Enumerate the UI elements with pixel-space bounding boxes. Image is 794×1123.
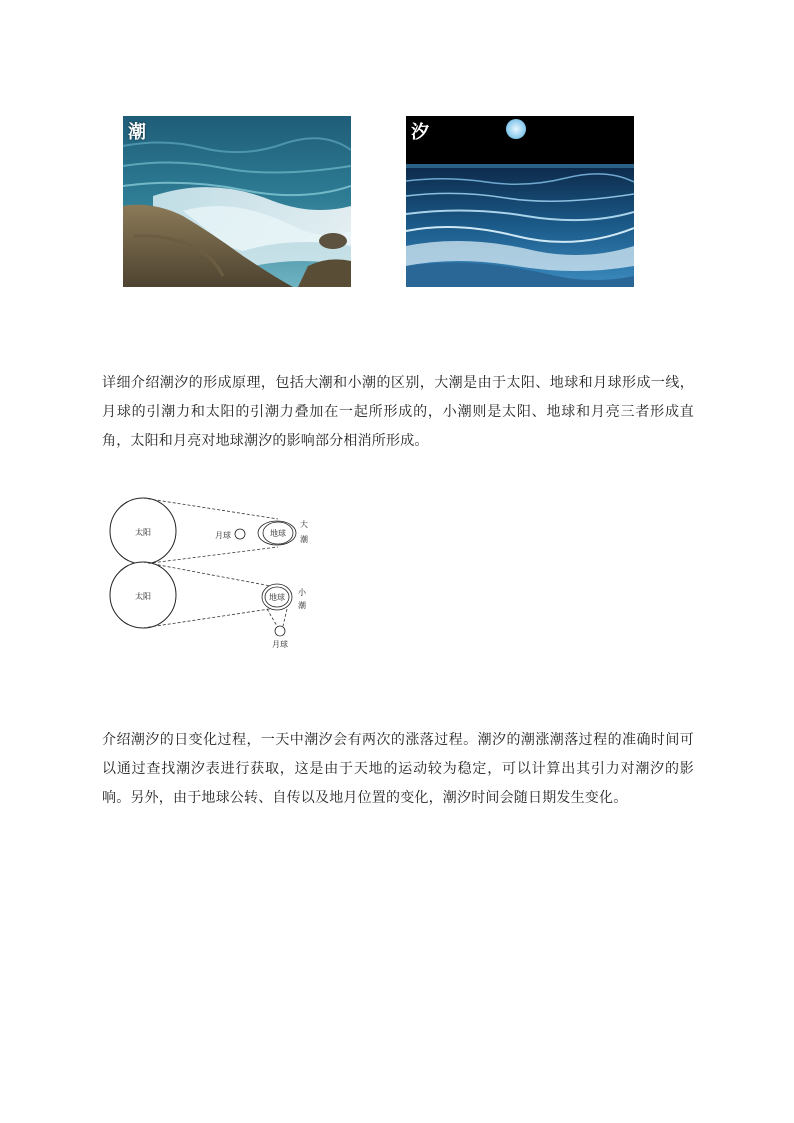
photo-moonlit-sea: [406, 116, 634, 287]
paragraph-tide-formation: 详细介绍潮汐的形成原理，包括大潮和小潮的区别，大潮是由于太阳、地球和月球形成一线，月球的引潮力和太阳的引潮力叠加在一起所形成的，小潮则是太阳、地球和月亮三者形成直角，太阳和月亮对地球潮汐的影响部分相消所形成。: [102, 375, 694, 449]
tide-label-bottom-1: 小: [298, 588, 306, 597]
paragraph-tide-daily-change: 介绍潮汐的日变化过程，一天中潮汐会有两次的涨落过程。潮汐的潮涨潮落过程的准确时间可以通过查找潮汐表进行获取，这是由于天地的运动较为稳定，可以计算出其引力对潮汐的影响。另外，由于地球公转、自传以及地月位置的变化，潮汐时间会随日期发生变化。: [102, 732, 694, 806]
sun-label-top: 太阳: [135, 528, 151, 537]
tide-diagram: [100, 495, 330, 655]
earth-label-top: 地球: [270, 529, 286, 538]
moon-circle-bottom: [275, 626, 285, 636]
moon-icon: [506, 119, 526, 139]
spring-tide-diagram: [110, 498, 308, 564]
neap-tide-diagram: [110, 562, 307, 649]
moon-circle-top: [235, 529, 245, 539]
sun-label-bottom: 太阳: [135, 592, 151, 601]
photo-tide-waves: [123, 116, 351, 287]
tide-label-top-2: 潮: [300, 535, 308, 544]
moon-label-top: 月球: [215, 531, 231, 540]
tide-label-bottom-2: 潮: [298, 601, 306, 610]
tide-label-top-1: 大: [300, 520, 308, 529]
photo-label-ebb: 汐: [411, 122, 429, 143]
waves-image: [123, 116, 351, 287]
moonlit-sea-image: [406, 116, 634, 287]
moon-label-bottom: 月球: [272, 640, 288, 649]
earth-label-bottom: 地球: [269, 593, 285, 602]
photo-label-tide: 潮: [128, 122, 146, 143]
